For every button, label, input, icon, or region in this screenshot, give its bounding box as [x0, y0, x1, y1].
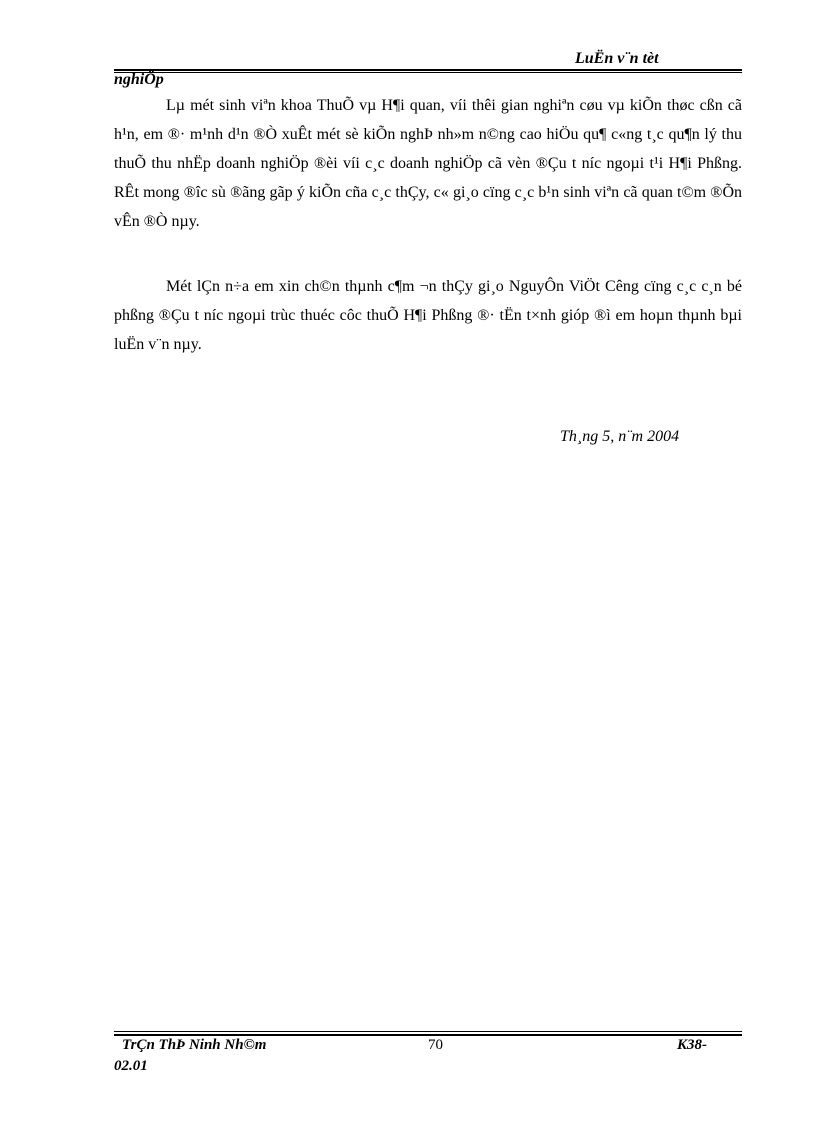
- header-title-continuation: nghiÖp: [114, 71, 164, 88]
- footer-author: TrÇn ThÞ Ninh Nh©m: [122, 1037, 267, 1053]
- footer-author-continuation: 02.01: [114, 1058, 148, 1074]
- footer-rule-thin: [114, 1031, 742, 1032]
- paragraph-2: Mét lÇn n÷a em xin ch©n thµnh c¶m ¬n thÇy gi¸o NguyÔn ViÖt Cêng cïng c¸c c¸n bé phßng ®Çu t níc ngoµi trùc thuéc côc thuÕ H¶i Phßng ®· tËn t×nh gióp ®ì em hoµn thµnh bµi luËn v¨n nµy.: [114, 278, 742, 353]
- footer-class-code: K38-: [677, 1037, 707, 1053]
- header-rule: [114, 69, 742, 71]
- footer-rule: [114, 1034, 742, 1036]
- header-rule-thin: [114, 72, 742, 73]
- paragraph-1: Lµ mét sinh viªn khoa ThuÕ vµ H¶i quan, víi thêi gian nghiªn cøu vµ kiÕn thøc cßn cã h¹n, em ®· m¹nh d¹n ®Ò xuÊt mét sè kiÕn nghÞ nh»m n©ng cao hiÖu qu¶ c«ng t¸c qu¶n lý thu thuÕ thu nhËp doanh nghiÖp ®èi víi c¸c doanh nghiÖp cã vèn ®Çu t níc ngoµi t¹i H¶i Phßng. RÊt mong ®îc sù ®ãng gãp ý kiÕn cña c¸c thÇy, c« gi¸o cïng c¸c b¹n sinh viªn cã quan t©m ®Õn vÊn ®Ò nµy.: [114, 97, 742, 230]
- page-number: 70: [428, 1037, 443, 1053]
- date-line: Th¸ng 5, n¨m 2004: [560, 428, 680, 445]
- header-title: LuËn v¨n tèt: [575, 50, 659, 67]
